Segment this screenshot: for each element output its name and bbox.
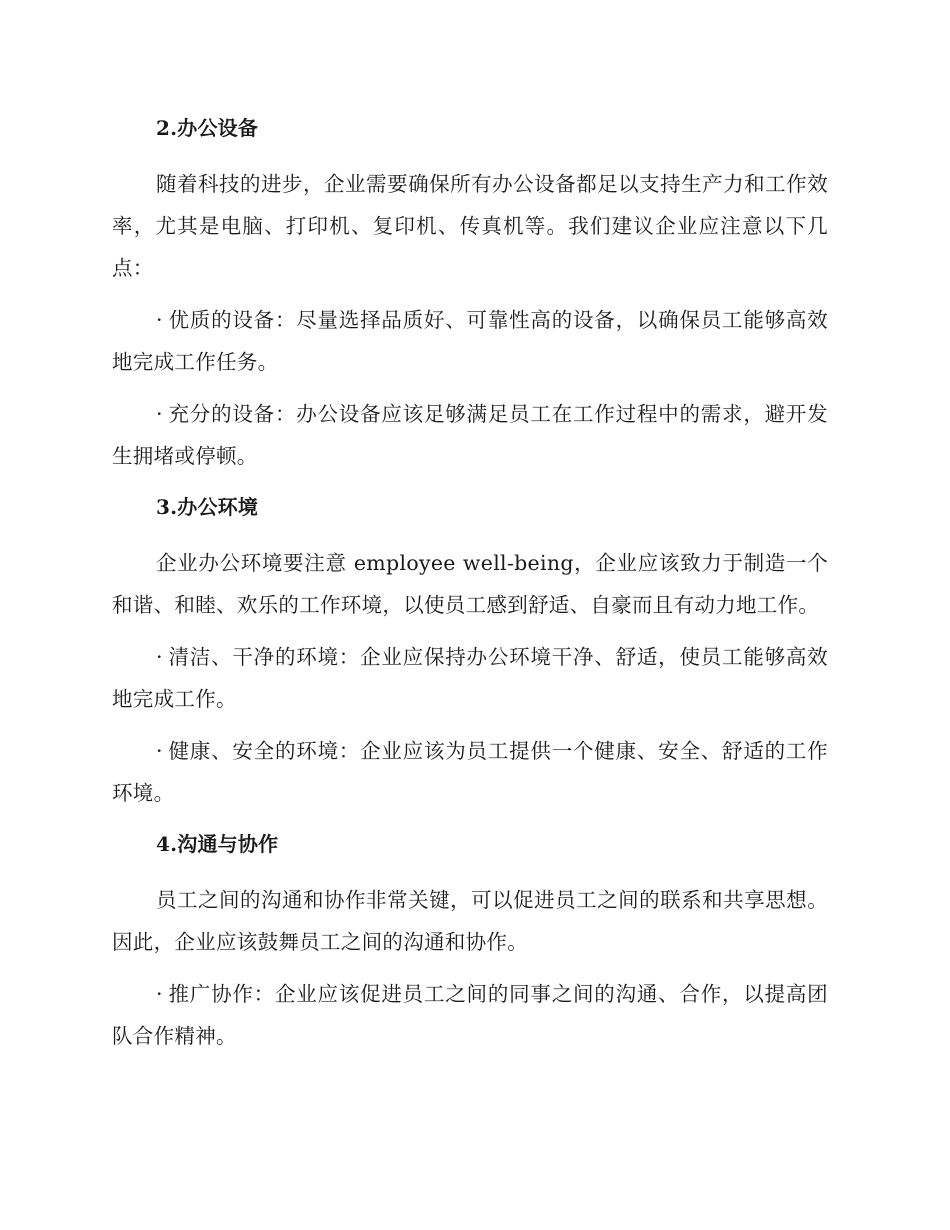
- bullet-text: 健康、安全的环境：企业应该为员工提供一个健康、安全、舒适的工作环境。: [112, 739, 828, 805]
- bullet-text: 清洁、干净的环境：企业应保持办公环境干净、舒适，使员工能够高效地完成工作。: [112, 645, 828, 711]
- section-intro-communication: 员工之间的沟通和协作非常关键，可以促进员工之间的联系和共享思想。因此，企业应该鼓舞员工之间的沟通和协作。: [112, 888, 828, 954]
- document-body: [112, 108, 828, 1067]
- bullet-dot: ·: [156, 982, 163, 1006]
- section-heading-office-equipment: 2.办公设备: [156, 116, 259, 140]
- bullet-text: 充分的设备：办公设备应该足够满足员工在工作过程中的需求，避开发生拥堵或停顿。: [112, 402, 828, 468]
- bullet-item-promote-collaboration: [112, 973, 828, 1057]
- section-intro-office-equipment: 随着科技的进步，企业需要确保所有办公设备都足以支持生产力和工作效率，尤其是电脑、打印机、复印机、传真机等。我们建议企业应注意以下几点：: [112, 172, 828, 280]
- bullet-item-safe-environment: [112, 730, 828, 814]
- bullet-text: 推广协作：企业应该促进员工之间的同事之间的沟通、合作，以提高团队合作精神。: [112, 982, 828, 1048]
- bullet-dot: ·: [156, 402, 163, 426]
- bullet-text: 优质的设备：尽量选择品质好、可靠性高的设备，以确保员工能够高效地完成工作任务。: [112, 308, 828, 374]
- section-heading-communication: 4.沟通与协作: [156, 832, 279, 856]
- bullet-item-quality-equipment: [112, 299, 828, 383]
- bullet-dot: ·: [156, 308, 163, 332]
- bullet-dot: ·: [156, 645, 163, 669]
- bullet-item-clean-environment: [112, 636, 828, 720]
- bullet-dot: ·: [156, 739, 163, 763]
- bullet-item-sufficient-equipment: [112, 393, 828, 477]
- section-intro-office-environment: 企业办公环境要注意 employee well-being，企业应该致力于制造一个和谐、和睦、欢乐的工作环境，以使员工感到舒适、自豪而且有动力地工作。: [112, 551, 828, 617]
- section-heading-office-environment: 3.办公环境: [156, 495, 259, 519]
